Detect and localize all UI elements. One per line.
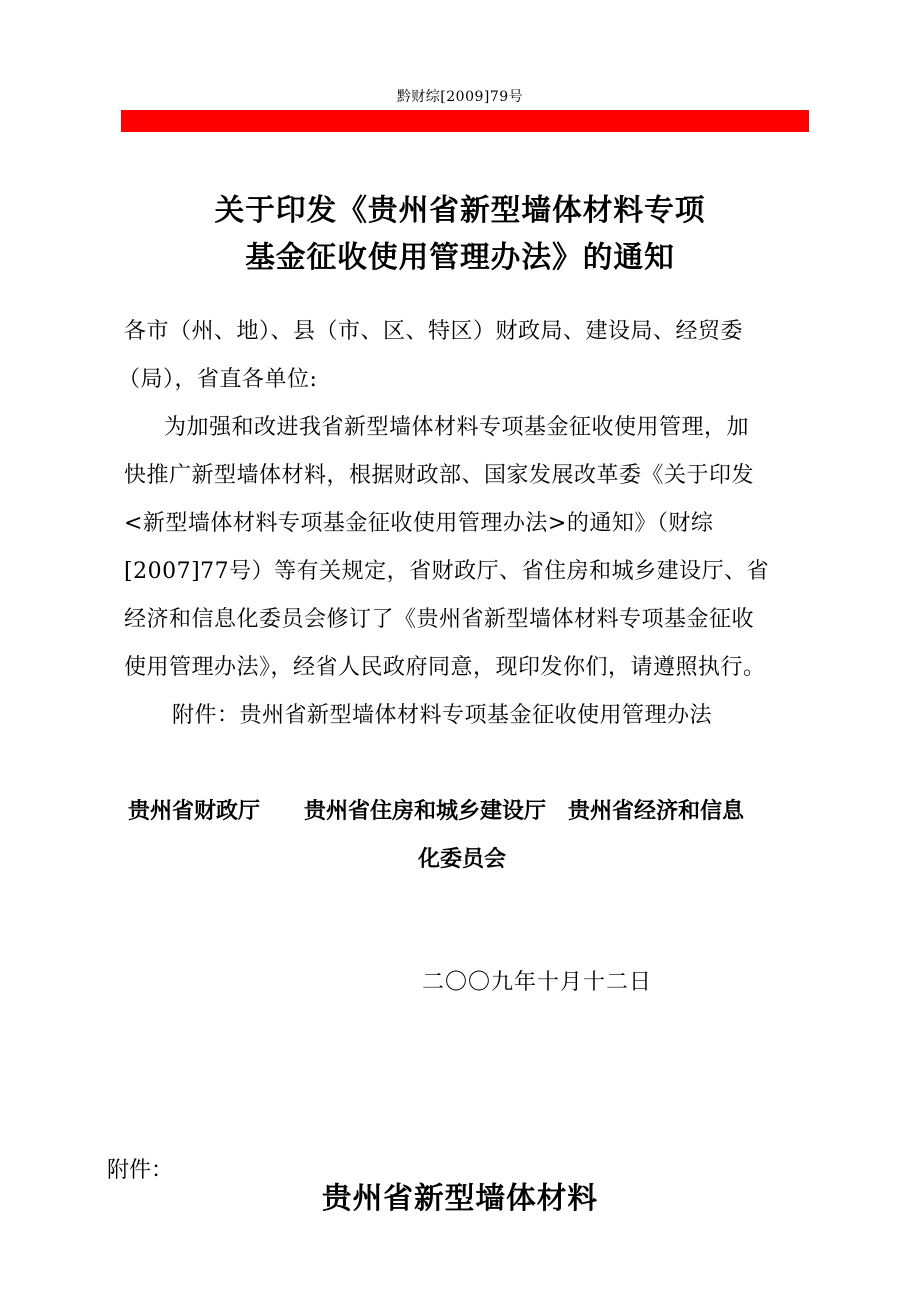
recipients-line-2: （局），省直各单位: — [118, 367, 318, 392]
body-paragraph-line: 快推广新型墙体材料，根据财政部、国家发展改革委《关于印发 — [124, 463, 755, 488]
body-paragraph-line: 经济和信息化委员会修订了《贵州省新型墙体材料专项基金征收 — [124, 607, 755, 632]
document-title-line-1: 关于印发《贵州省新型墙体材料专项 — [214, 193, 706, 228]
body-paragraph-line: 为加强和改进我省新型墙体材料专项基金征收使用管理，加 — [164, 415, 750, 440]
attachment-label: 附件： — [107, 1158, 174, 1183]
red-header-rule — [121, 110, 809, 132]
document-number: 黔财综[2009]79号 — [396, 89, 524, 105]
attachment-reference: 附件：贵州省新型墙体材料专项基金征收使用管理办法 — [172, 703, 713, 728]
issuing-authorities-line-1: 贵州省财政厅 贵州省住房和城乡建设厅 贵州省经济和信息 — [128, 799, 745, 824]
attachment-title: 贵州省新型墙体材料 — [321, 1181, 599, 1216]
issuing-authorities-line-2: 化委员会 — [418, 847, 507, 872]
document-title-line-2: 基金征收使用管理办法》的通知 — [245, 240, 675, 275]
body-paragraph-line: [2007]77号）等有关规定，省财政厅、省住房和城乡建设厅、省 — [124, 559, 770, 584]
issue-date: 二〇〇九年十月十二日 — [422, 970, 653, 995]
recipients-line-1: 各市（州、地）、县（市、区、特区）财政局、建设局、经贸委 — [124, 319, 744, 344]
body-paragraph-line: 使用管理办法》，经省人民政府同意，现印发你们，请遵照执行。 — [124, 655, 766, 680]
body-paragraph-line: <新型墙体材料专项基金征收使用管理办法>的通知》（财综 — [124, 511, 714, 536]
